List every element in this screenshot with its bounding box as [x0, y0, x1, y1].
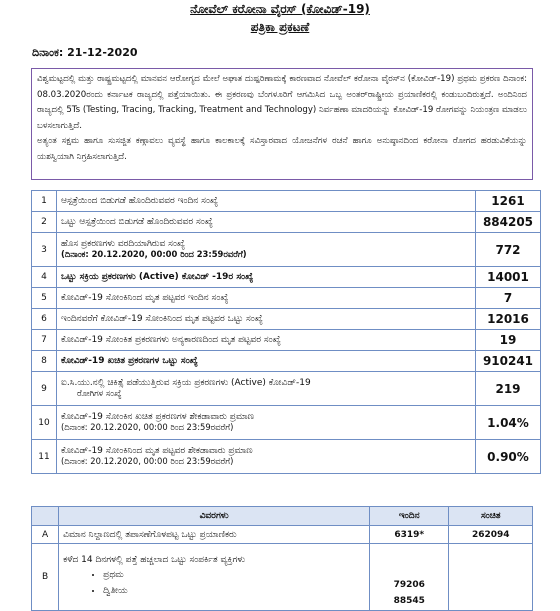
row-text: ಆಸ್ಪತ್ರೆಯಿಂದ ಬಿಡುಗಡೆ ಹೊಂದಿರುವವರ ಇಂದಿನ ಸಂಖ್ಯೆ [61, 196, 219, 206]
row-label: B [32, 544, 59, 611]
table-row [32, 544, 533, 611]
table-row [32, 351, 541, 372]
row-description [57, 351, 476, 372]
header-cell-blank [32, 507, 59, 526]
secondary-contacts-value: 88545 [393, 596, 425, 606]
row-number: 1 [32, 191, 57, 212]
list-item: • ದ್ವಿತೀಯ [103, 583, 365, 599]
row-value: 19 [476, 330, 541, 351]
row-number: 10 [32, 406, 57, 440]
intro-paragraph: ವಿಶ್ವಮಟ್ಟದಲ್ಲಿ ಮತ್ತು ರಾಷ್ಟ್ರಮಟ್ಟದಲ್ಲಿ ಮಾನವನ ಆರೋಗ್ಯದ ಮೇಲೆ ಅಘಾತ ದುಷ್ಪರಿಣಾಮಕ್ಕೆ ಕಾರಣವಾದ ನೋವೆಲ್ ಕರೋನಾ ವೈರಸ್‌ನ (ಕೋವಿಡ್-19) ಪ್ರಥಮ ಪ್ರಕರಣ ದಿನಾಂಕ: 08.03.2020ರಂದು ಕರ್ನಾಟಕ ರಾಜ್ಯದಲ್ಲಿ ಪತ್ತೆಯಾಯಿತು. ಈ ಪ್ರಕರಣವು ಬೆಂಗಳೂರಿಗೆ ಆಗಮಿಸಿದ ಒಬ್ಬ ಅಂತರ್‌ರಾಷ್ಟ್ರೀಯ ಪ್ರಯಾಣಿಕರಲ್ಲಿ ಕಂಡುಬಂದಿರುತ್ತದೆ. ಅಂದಿನಿಂದ ರಾಜ್ಯದಲ್ಲಿ 5Ts (Testing, Tracing, Tracking, Treatment and Technology) ನಿರ್ವಹಣಾ ಮಾದರಿಯನ್ನು ಕೋವಿಡ್-19 ರೋಗವನ್ನು ನಿಯಂತ್ರಣ ಮಾಡಲು ಬಳಸಲಾಗುತ್ತಿದೆ. [37, 74, 527, 131]
row-description [57, 406, 476, 440]
row-description [57, 372, 476, 406]
table-row [32, 526, 533, 544]
row-cumulative-value [449, 544, 533, 611]
row-description [57, 309, 476, 330]
row-subtext: (ದಿನಾಂಕ: 20.12.2020, 00:00 ರಿಂದ 23:59ರವರೆಗೆ) [61, 422, 234, 432]
row-text: ಕೋವಿಡ್-19 ಸೋಂಕಿನಿಂದ ಮೃತ ಪಟ್ಟವರ ಇಂದಿನ ಸಂಖ್ಯೆ [61, 293, 229, 303]
row-text: ಒಟ್ಟು ಸಕ್ರಿಯ ಪ್ರಕರಣಗಳು (Active) ಕೋವಿಡ್ -19ರ ಸಂಖ್ಯೆ [61, 272, 254, 282]
row-description [57, 212, 476, 233]
row-description: ವಿಮಾನ ನಿಲ್ದಾಣದಲ್ಲಿ ತಪಾಸಣೆಗೊಳಪಟ್ಟ ಒಟ್ಟು ಪ್ರಯಾಣಿಕರು [59, 526, 370, 544]
row-description [57, 233, 476, 267]
table-row [32, 267, 541, 288]
table-row [32, 309, 541, 330]
table-row [32, 288, 541, 309]
row-today-value [370, 544, 449, 611]
table-row [32, 406, 541, 440]
row-number: 4 [32, 267, 57, 288]
table-row [32, 372, 541, 406]
row-number: 11 [32, 440, 57, 474]
row-number: 9 [32, 372, 57, 406]
row-value: 219 [476, 372, 541, 406]
row-value: 910241 [476, 351, 541, 372]
list-item: • ಪ್ರಥಮ [103, 567, 365, 583]
row-description [57, 440, 476, 474]
contact-list [63, 567, 365, 599]
row-value: 14001 [476, 267, 541, 288]
row-text: ಕೋವಿಡ್-19 ಸೋಂಕಿನ ಖಚಿತ ಪ್ರಕರಣಗಳ ಶೇಕಡಾವಾರು ಪ್ರಮಾಣ [61, 412, 255, 422]
row-number: 8 [32, 351, 57, 372]
row-description [57, 288, 476, 309]
header-cumulative: ಸಂಚಿತ [449, 507, 533, 526]
contact-values [374, 577, 444, 609]
header-today: ಇಂದಿನ [370, 507, 449, 526]
table-row [32, 440, 541, 474]
row-description [57, 330, 476, 351]
table-row [32, 330, 541, 351]
row-value: 7 [476, 288, 541, 309]
row-subtext: ರೋಗಿಗಳ ಸಂಖ್ಯೆ [77, 388, 122, 398]
header-details: ವಿವರಗಳು [59, 507, 370, 526]
stats-table [31, 190, 541, 474]
row-number: 6 [32, 309, 57, 330]
row-number: 7 [32, 330, 57, 351]
table-row [32, 212, 541, 233]
row-number: 2 [32, 212, 57, 233]
intro-paragraph: ಅತ್ಯಂತ ಸಕ್ಷಮ ಹಾಗೂ ಸುಸಜ್ಜಿತ ಕಣ್ಗಾವಲು ವ್ಯವಸ್ಥೆ ಹಾಗೂ ಕಾಲಕಾಲಕ್ಕೆ ಸವಿಸ್ತಾರವಾದ ಯೋಜನೆಗಳ ರಚನೆ ಹಾಗೂ ಅನುಷ್ಠಾನದಿಂದ ಕರೋನಾ ರೋಗದ ಹರಡುವಿಕೆಯನ್ನು ಯಶಸ್ವಿಯಾಗಿ ನಿಗ್ರಹಿಸಲಾಗುತ್ತಿದೆ. [37, 136, 527, 162]
row-text: ಐ.ಸಿ.ಯು.ನಲ್ಲಿ ಚಿಕಿತ್ಸೆ ಪಡೆಯುತ್ತಿರುವ ಸಕ್ರಿಯ ಪ್ರಕರಣಗಳು (Active) ಕೋವಿಡ್-19 [61, 378, 311, 388]
row-label: A [32, 526, 59, 544]
row-text: ಕಳೆದ 14 ದಿನಗಳಲ್ಲಿ ಪತ್ತೆ ಹಚ್ಚಲಾದ ಒಟ್ಟು ಸಂಪರ್ಕಿತ ವ್ಯಕ್ತಿಗಳು [63, 555, 246, 565]
row-text: ಕೋವಿಡ್-19 ಖಚಿತ ಪ್ರಕರಣಗಳ ಒಟ್ಟು ಸಂಖ್ಯೆ [61, 356, 198, 366]
row-text: ಹೊಸ ಪ್ರಕರಣಗಳು ವರದಿಯಾಗಿರುವ ಸಂಖ್ಯೆ [61, 239, 186, 249]
row-today-value: 6319* [370, 526, 449, 544]
row-text: ಕೋವಿಡ್-19 ಸೋಂಕಿತ ಪ್ರಕರಣಗಳು ಅನ್ಯಕಾರಣದಿಂದ ಮೃತ ಪಟ್ಟವರ ಸಂಖ್ಯೆ [61, 335, 281, 345]
row-text: ಒಟ್ಟು ಆಸ್ಪತ್ರೆಯಿಂದ ಬಿಡುಗಡೆ ಹೊಂದಿರುವವರ ಸಂಖ್ಯೆ [61, 217, 213, 227]
row-text: ಇಂದಿನವರೆಗೆ ಕೋವಿಡ್-19 ಸೋಂಕಿನಿಂದ ಮೃತ ಪಟ್ಟವರ ಒಟ್ಟು ಸಂಖ್ಯೆ [61, 314, 263, 324]
row-number: 5 [32, 288, 57, 309]
row-cumulative-value: 262094 [449, 526, 533, 544]
table-header-row [32, 507, 533, 526]
row-text: ಕೋವಿಡ್-19 ಸೋಂಕಿನಿಂದ ಮೃತ ಪಟ್ಟವರ ಶೇಕಡಾವಾರು ಪ್ರಮಾಣ [61, 446, 253, 456]
table-row [32, 233, 541, 267]
passenger-contacts-table [31, 506, 533, 611]
row-value: 884205 [476, 212, 541, 233]
row-value: 772 [476, 233, 541, 267]
page-title: ನೋವೆಲ್ ಕರೋನಾ ವೈರಸ್ (ಕೋವಿಡ್-19) [190, 2, 370, 16]
row-number: 3 [32, 233, 57, 267]
row-value: 0.90% [476, 440, 541, 474]
row-value: 1.04% [476, 406, 541, 440]
row-subtext: (ದಿನಾಂಕ: 20.12.2020, 00:00 ರಿಂದ 23:59ರವರೆಗೆ) [61, 249, 247, 259]
page-subtitle: ಪತ್ರಿಕಾ ಪ್ರಕಟಣೆ [250, 20, 310, 34]
intro-box [31, 68, 533, 180]
row-description [57, 267, 476, 288]
primary-contacts-value: 79206 [393, 580, 425, 590]
row-description [57, 191, 476, 212]
row-description [59, 544, 370, 611]
row-value: 12016 [476, 309, 541, 330]
table-row [32, 191, 541, 212]
release-date: ದಿನಾಂಕ: 21-12-2020 [32, 46, 138, 59]
row-subtext: (ದಿನಾಂಕ: 20.12.2020, 00:00 ರಿಂದ 23:59ರವರೆಗೆ) [61, 456, 234, 466]
row-value: 1261 [476, 191, 541, 212]
